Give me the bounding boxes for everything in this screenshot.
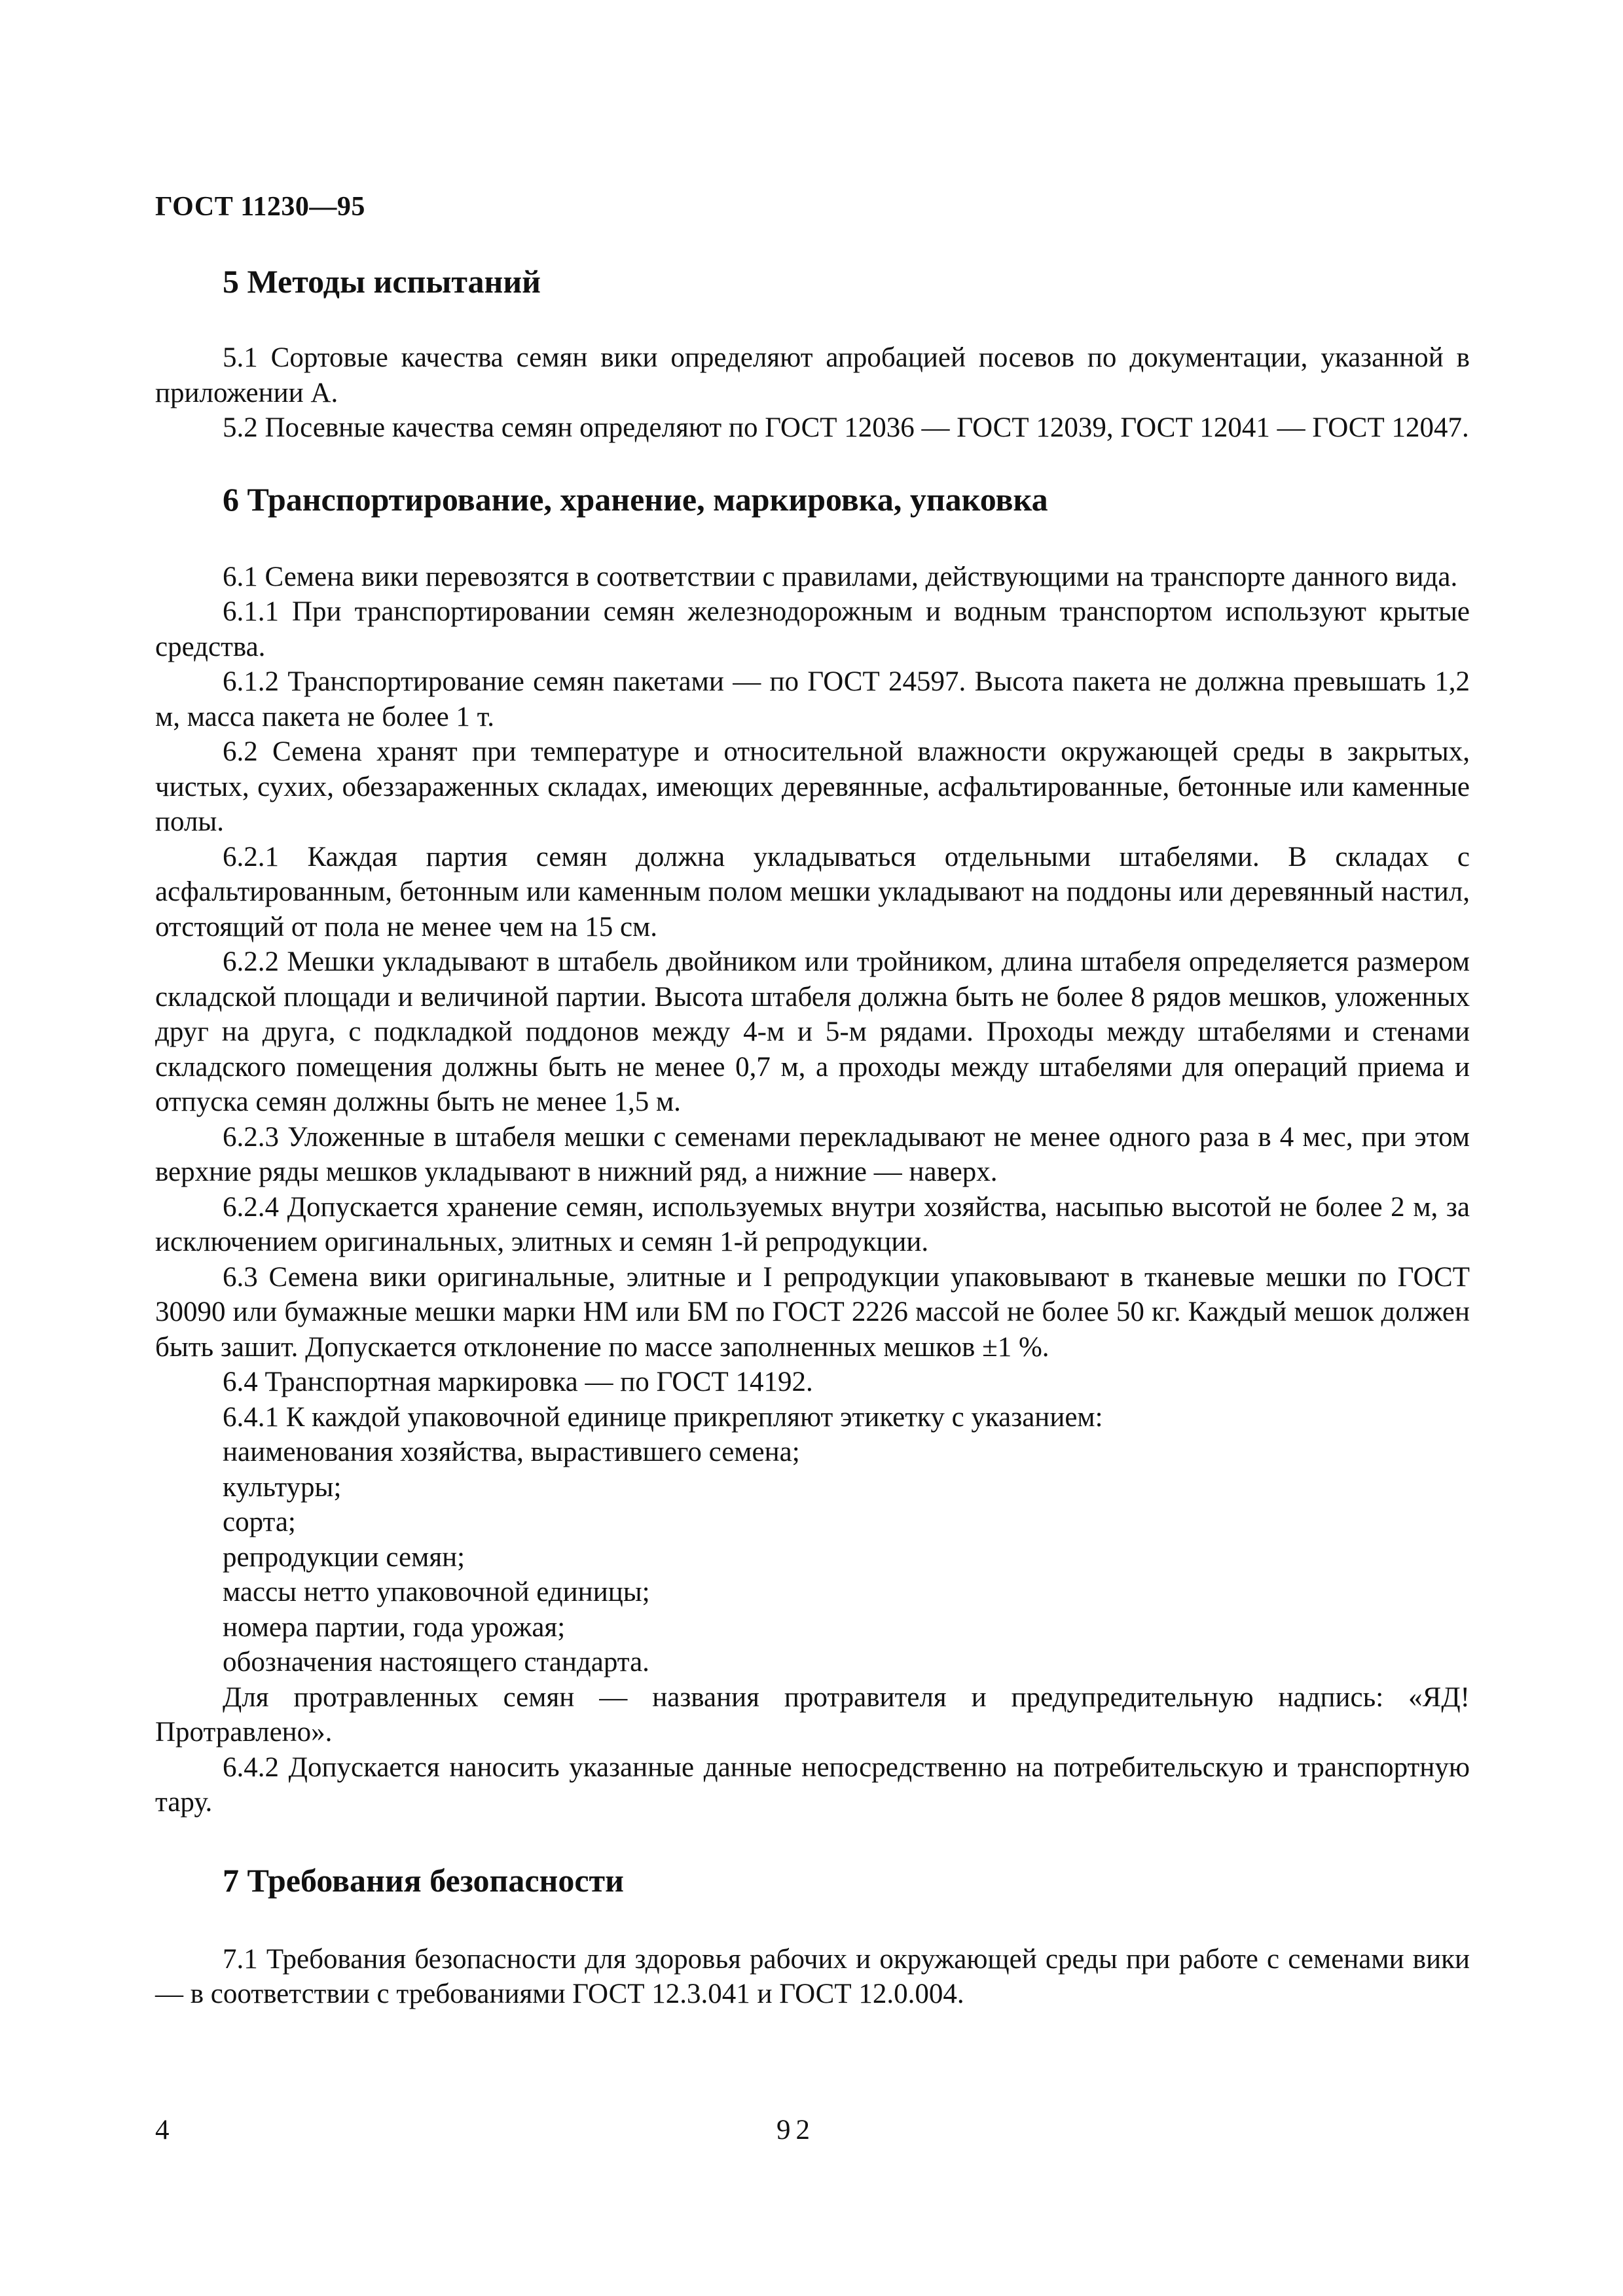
paragraph-6-2: 6.2 Семена хранят при температуре и относительной влажности окружающей среды в закрытых, чистых, сухих, обеззараженных складах, имеющих деревянные, асфальтированные, бетонные или каменные полы. [155, 736, 1470, 837]
paragraph-6-2-1: 6.2.1 Каждая партия семян должна укладываться отдельными штабелями. В складах с асфальтированным, бетонным или каменным полом мешки укладывают на поддоны или деревянный настил, отстоящий от пола не менее чем на 15 см. [155, 841, 1470, 942]
label-item: обозначения настоящего стандарта. [223, 1647, 649, 1677]
label-item: массы нетто упаковочной единицы; [223, 1577, 650, 1607]
paragraph-6-1-1: 6.1.1 При транспортировании семян железнодорожным и водным транспортом используют крытые средства. [155, 596, 1470, 662]
label-item: наименования хозяйства, вырастившего семена; [223, 1437, 800, 1467]
section-7-title: 7 Требования безопасности [223, 1861, 624, 1899]
label-item: репродукции семян; [223, 1541, 465, 1573]
paragraph-6-4-2: 6.4.2 Допускается наносить указанные данные непосредственно на потребительскую и транспортную тару. [155, 1751, 1470, 1818]
label-item: номера партии, года урожая; [223, 1611, 566, 1643]
sheet-number: 92 [776, 2115, 815, 2145]
document-id-header: ГОСТ 11230—95 [155, 192, 365, 222]
paragraph-6-2-2: 6.2.2 Мешки укладывают в штабель двойником или тройником, длина штабеля определяется размером складской площади и величиной партии. Высота штабеля должна быть не более 8 рядов мешков, уложенных друг на друга, с подкладкой поддонов между 4-м и 5-м рядами. Проходы между штабелями и стенами складского помещения должны быть не менее 0,7 м, а проходы между штабелями для операций приема и отпуска семян должны быть не менее 1,5 м. [155, 946, 1470, 1117]
section-6-title: 6 Транспортирование, хранение, маркировка, упаковка [223, 480, 1048, 518]
document-body [155, 262, 1470, 2012]
paragraph-7-1: 7.1 Требования безопасности для здоровья рабочих и окружающей среды при работе с семенами вики — в соответствии с требованиями ГОСТ 12.3.041 и ГОСТ 12.0.004. [155, 1943, 1470, 2009]
paragraph-6-3: 6.3 Семена вики оригинальные, элитные и I репродукции упаковывают в тканевые мешки по ГОСТ 30090 или бумажные мешки марки НМ или БМ по ГОСТ 2226 массой не более 50 кг. Каждый мешок должен быть зашит. Допускается отклонение по массе заполненных мешков ±1 %. [155, 1261, 1470, 1363]
section-5-title: 5 Методы испытаний [223, 263, 541, 300]
paragraph-6-2-4: 6.2.4 Допускается хранение семян, используемых внутри хозяйства, насыпью высотой не более 2 м, за исключением оригинальных, элитных и семян 1-й репродукции. [155, 1191, 1470, 1257]
paragraph-6-4: 6.4 Транспортная маркировка — по ГОСТ 14192. [223, 1367, 813, 1397]
paragraph-5-1: 5.1 Сортовые качества семян вики определяют апробацией посевов по документации, указанной в приложении А. [155, 342, 1470, 408]
paragraph-6-1-2: 6.1.2 Транспортирование семян пакетами — по ГОСТ 24597. Высота пакета не должна превышать 1,2 м, масса пакета не более 1 т. [155, 666, 1470, 732]
paragraph-6-4-1: 6.4.1 К каждой упаковочной единице прикрепляют этикетку с указанием: [223, 1401, 1103, 1433]
paragraph-6-2-3: 6.2.3 Уложенные в штабеля мешки с семенами перекладывают не менее одного раза в 4 мес, при этом верхние ряды мешков укладывают в нижний ряд, а нижние — наверх. [155, 1121, 1470, 1187]
label-item: культуры; [223, 1471, 342, 1503]
page-number: 4 [155, 2115, 170, 2145]
paragraph-6-1: 6.1 Семена вики перевозятся в соответствии с правилами, действующими на транспорте данного вида. [223, 561, 1458, 592]
paragraph-treated-seeds: Для протравленных семян — названия протравителя и предупредительную надпись: «ЯД! Протравлено». [155, 1681, 1470, 1748]
label-item: сорта; [223, 1507, 296, 1537]
paragraph-5-2: 5.2 Посевные качества семян определяют по ГОСТ 12036 — ГОСТ 12039, ГОСТ 12041 — ГОСТ 12047. [223, 412, 1469, 443]
